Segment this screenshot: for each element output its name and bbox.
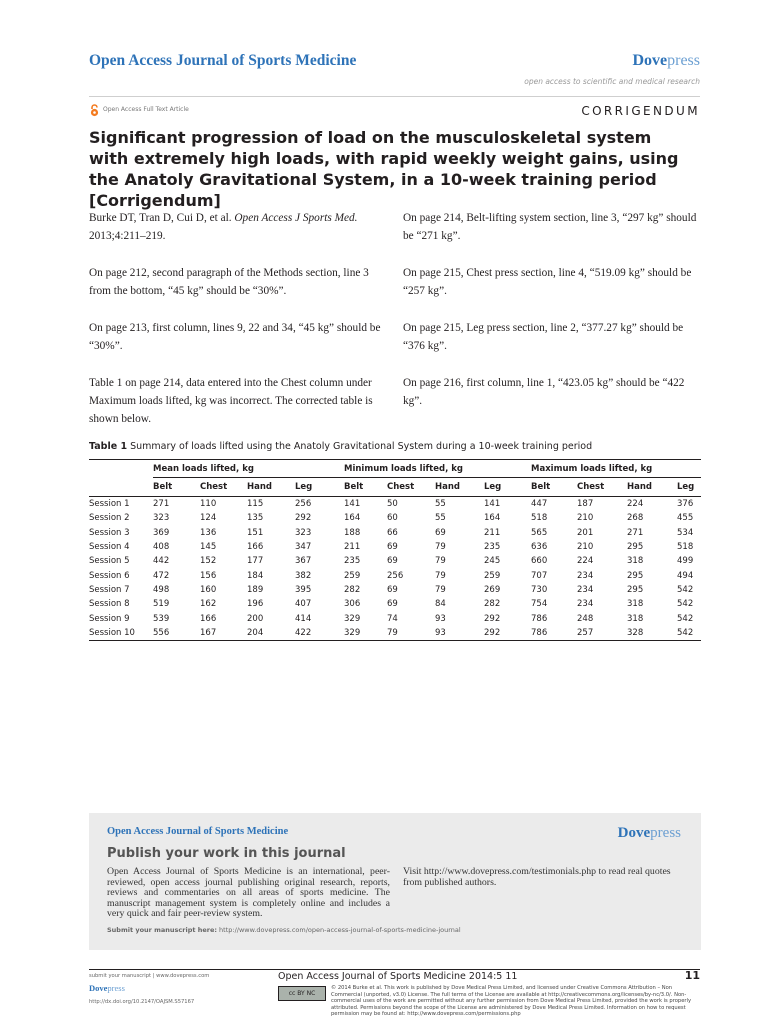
group-header-mean: Mean loads lifted, kg [153, 460, 344, 478]
table-cell: 271 [627, 527, 644, 538]
table-cell: 248 [577, 613, 594, 624]
open-access-lock-icon [89, 104, 100, 117]
table-cell: 256 [295, 499, 312, 510]
footer-journal-line: Open Access Journal of Sports Medicine 2014:5 11 [278, 971, 518, 982]
table-cell: 306 [344, 599, 361, 610]
row-label: Session 2 [89, 513, 130, 524]
row-label: Session 8 [89, 599, 130, 610]
table-cell: 145 [200, 542, 217, 553]
correction-paragraph: On page 213, first column, lines 9, 22 and 34, “45 kg” should be “30%”. [89, 322, 381, 352]
table-cell: 79 [435, 584, 446, 595]
table-cell: 786 [531, 626, 577, 641]
table-corner [89, 460, 153, 478]
table-cell: 323 [295, 527, 312, 538]
table-cell: 295 [627, 584, 644, 595]
table-cell: 151 [247, 527, 264, 538]
table-cell: 160 [200, 584, 217, 595]
license-text: © 2014 Burke et al. This work is published by Dove Medical Press Limited, and licensed under Creative Commons Attribution – Non Commercial (unported, v3.0) License. The full terms of the License are available at http://creativecommons.org/licenses/by-nc/3.0/. Non-commercial uses of the work are permitted without any further permission from Dove Medical Press Limited, provided the work is properly attributed. Permissions beyond the scope of the License are administered by Dove Medical Press Limited. Information on how to request permission may be found at: http://www.dovepress.com/permissions.php [331, 985, 692, 1018]
correction-paragraph: On page 214, Belt-lifting system section, line 3, “297 kg” should be “271 kg”. [403, 212, 697, 242]
table-cell: 189 [247, 584, 264, 595]
group-header-minimum: Minimum loads lifted, kg [344, 460, 531, 478]
table-cell: 292 [484, 613, 501, 624]
promo-submit-line[interactable] [107, 926, 461, 934]
table-cell: 69 [435, 527, 446, 538]
promo-journal-title[interactable]: Open Access Journal of Sports Medicine [107, 826, 289, 837]
footer-publisher-light: press [107, 983, 125, 993]
table-cell: 499 [677, 556, 694, 567]
table-body [89, 497, 701, 641]
table-cell: 636 [531, 542, 548, 553]
citation-details: 2013;4:211–219. [89, 230, 166, 242]
column-header-chest: Chest [387, 478, 435, 497]
column-header-hand: Hand [435, 478, 484, 497]
table-cell: 542 [677, 599, 694, 610]
table-cell: 414 [295, 613, 312, 624]
table-caption-label: Table 1 [89, 441, 128, 452]
table-cell: 84 [435, 599, 446, 610]
column-header-belt: Belt [153, 478, 200, 497]
table-row [89, 611, 701, 625]
promo-testimonials-link[interactable]: Visit http://www.dovepress.com/testimonials.php to read real quotes from published authors. [403, 866, 671, 888]
table-cell: 282 [484, 599, 501, 610]
table-cell: 210 [577, 513, 594, 524]
row-label: Session 10 [89, 626, 153, 641]
correction-paragraph: On page 215, Chest press section, line 4, “519.09 kg” should be “257 kg”. [403, 267, 692, 297]
table-caption [89, 441, 592, 452]
table-cell: 162 [200, 599, 217, 610]
table-cell: 455 [677, 513, 694, 524]
publisher-logo[interactable] [632, 52, 700, 70]
column-header-hand: Hand [627, 478, 677, 497]
column-header-chest: Chest [200, 478, 247, 497]
table-cell: 256 [387, 570, 404, 581]
loads-table [89, 459, 701, 641]
footer-submit-link[interactable]: submit your manuscript | www.dovepress.com [89, 973, 210, 979]
journal-promo-box [89, 813, 701, 950]
table-row [89, 583, 701, 597]
right-column [403, 209, 701, 429]
table-cell: 382 [295, 570, 312, 581]
table-cell: 422 [295, 626, 344, 641]
table-cell: 55 [435, 499, 446, 510]
table-cell: 271 [153, 499, 170, 510]
column-header-chest: Chest [577, 478, 627, 497]
table-cell: 318 [627, 613, 644, 624]
correction-paragraph: On page 216, first column, line 1, “423.05 kg” should be “422 kg”. [403, 377, 685, 407]
table-cell: 245 [484, 556, 501, 567]
table-corner [89, 478, 153, 497]
row-label: Session 3 [89, 527, 130, 538]
row-label: Session 5 [89, 556, 130, 567]
publisher-tagline: open access to scientific and medical research [524, 77, 700, 86]
column-header-leg: Leg [484, 478, 531, 497]
correction-paragraph: On page 215, Leg press section, line 2, “377.27 kg” should be “376 kg”. [403, 322, 684, 352]
table-row [89, 568, 701, 582]
row-label: Session 7 [89, 584, 130, 595]
table-cell: 269 [484, 584, 501, 595]
table-cell: 494 [677, 570, 694, 581]
column-header-belt: Belt [344, 478, 387, 497]
table-cell: 235 [484, 542, 501, 553]
column-header-leg: Leg [677, 478, 701, 497]
footer-publisher-logo[interactable] [89, 983, 125, 993]
creative-commons-icon[interactable]: cc BY NC [278, 986, 326, 1001]
table-cell: 268 [627, 513, 644, 524]
header-divider [89, 96, 700, 97]
table-cell: 69 [387, 556, 398, 567]
table-cell: 211 [484, 527, 501, 538]
correction-paragraph: On page 212, second paragraph of the Methods section, line 3 from the bottom, “45 kg” should be “30%”. [89, 267, 369, 297]
table-cell: 166 [200, 613, 217, 624]
table-row [89, 511, 701, 525]
promo-body: Open Access Journal of Sports Medicine is an international, peer-reviewed, open access journal publishing original research, reports, reviews and commentaries on all areas of sports medicine. The manuscript management system is completely online and includes a very quick and fair peer-review system. [107, 866, 390, 919]
group-header-maximum: Maximum loads lifted, kg [531, 460, 701, 478]
table-cell: 257 [577, 626, 627, 641]
table-cell: 235 [344, 556, 361, 567]
table-cell: 152 [200, 556, 217, 567]
citation-authors: Burke DT, Tran D, Cui D, et al. [89, 212, 235, 224]
row-label: Session 6 [89, 570, 130, 581]
table-cell: 74 [387, 613, 398, 624]
table-row [89, 526, 701, 540]
table-cell: 259 [344, 570, 361, 581]
table-cell: 55 [435, 513, 446, 524]
table-cell: 79 [435, 556, 446, 567]
table-cell: 518 [677, 542, 694, 553]
column-header-leg: Leg [295, 478, 344, 497]
correction-paragraph: Table 1 on page 214, data entered into the Chest column under Maximum loads lifted, kg was incorrect. The corrected table is shown below. [89, 377, 373, 425]
table-cell: 196 [247, 599, 264, 610]
table-cell: 135 [247, 513, 264, 524]
open-access-label: Open Access Full Text Article [103, 106, 189, 113]
table-cell: 166 [247, 542, 264, 553]
table-cell: 177 [247, 556, 264, 567]
table-cell: 79 [435, 542, 446, 553]
table-row [89, 540, 701, 554]
table-cell: 234 [577, 570, 594, 581]
table-cell: 156 [200, 570, 217, 581]
table-cell: 786 [531, 613, 548, 624]
table-cell: 188 [344, 527, 361, 538]
table-cell: 224 [577, 556, 594, 567]
table-cell: 167 [200, 626, 247, 641]
table-cell: 408 [153, 542, 170, 553]
table-cell: 79 [387, 626, 435, 641]
table-cell: 367 [295, 556, 312, 567]
table-cell: 211 [344, 542, 361, 553]
citation [89, 209, 386, 245]
table-cell: 210 [577, 542, 594, 553]
table-cell: 542 [677, 613, 694, 624]
table-cell: 292 [484, 626, 531, 641]
table-cell: 93 [435, 613, 446, 624]
table-cell: 295 [627, 542, 644, 553]
table-cell: 200 [247, 613, 264, 624]
table-cell: 184 [247, 570, 264, 581]
table-cell: 187 [577, 499, 594, 510]
table-cell: 329 [344, 613, 361, 624]
table-cell: 69 [387, 584, 398, 595]
table-cell: 442 [153, 556, 170, 567]
table-row [89, 597, 701, 611]
table-cell: 110 [200, 499, 217, 510]
table-cell: 295 [627, 570, 644, 581]
table-cell: 259 [484, 570, 501, 581]
table-cell: 754 [531, 599, 548, 610]
table-cell: 136 [200, 527, 217, 538]
table-cell: 534 [677, 527, 694, 538]
citation-journal: Open Access J Sports Med. [234, 212, 358, 224]
table-row [89, 554, 701, 568]
table-cell: 201 [577, 527, 594, 538]
table-cell: 282 [344, 584, 361, 595]
row-label: Session 1 [89, 499, 130, 510]
promo-submit-label: Submit your manuscript here: [107, 926, 217, 934]
table-cell: 660 [531, 556, 548, 567]
table-cell: 518 [531, 513, 548, 524]
table-cell: 329 [344, 626, 387, 641]
table-cell: 395 [295, 584, 312, 595]
table-cell: 93 [435, 626, 484, 641]
table-cell: 519 [153, 599, 170, 610]
footer-publisher-bold: Dove [89, 983, 108, 993]
row-label: Session 9 [89, 613, 130, 624]
table-cell: 141 [344, 499, 361, 510]
table-cell: 328 [627, 626, 677, 641]
left-column [89, 209, 386, 447]
table-caption-text: Summary of loads lifted using the Anatoly Gravitational System during a 10-week training period [127, 441, 593, 452]
promo-publisher-bold: Dove [617, 825, 651, 841]
table-cell: 542 [677, 626, 701, 641]
table-cell: 234 [577, 584, 594, 595]
table-cell: 498 [153, 584, 170, 595]
table-cell: 539 [153, 613, 170, 624]
table-cell: 164 [344, 513, 361, 524]
table-cell: 115 [247, 499, 264, 510]
journal-title: Open Access Journal of Sports Medicine [89, 52, 357, 69]
page-number: 11 [684, 969, 700, 982]
promo-publisher-logo[interactable] [618, 825, 681, 842]
table-cell: 234 [577, 599, 594, 610]
table-cell: 292 [295, 513, 312, 524]
column-header-hand: Hand [247, 478, 295, 497]
table-cell: 447 [531, 499, 548, 510]
footer-divider [89, 969, 700, 970]
promo-heading: Publish your work in this journal [107, 846, 346, 861]
table-cell: 141 [484, 499, 501, 510]
table-cell: 318 [627, 599, 644, 610]
table-cell: 323 [153, 513, 170, 524]
table-cell: 69 [387, 599, 398, 610]
table-cell: 79 [435, 570, 446, 581]
table-cell: 376 [677, 499, 694, 510]
table-cell: 69 [387, 542, 398, 553]
article-type: CORRIGENDUM [581, 104, 700, 118]
table-cell: 730 [531, 584, 548, 595]
article-title: Significant progression of load on the musculoskeletal system with extremely high loads, with rapid weekly weight gains, using the Anatoly Gravitational System, in a 10-week training period [Corrigendum] [89, 128, 679, 210]
footer-doi-link[interactable]: http://dx.doi.org/10.2147/OAJSM.S57167 [89, 999, 195, 1005]
table-cell: 60 [387, 513, 398, 524]
table-cell: 347 [295, 542, 312, 553]
table-cell: 66 [387, 527, 398, 538]
table-row [89, 497, 701, 512]
table-cell: 318 [627, 556, 644, 567]
table-cell: 50 [387, 499, 398, 510]
promo-submit-url[interactable]: http://www.dovepress.com/open-access-journal-of-sports-medicine-journal [216, 926, 461, 934]
table-cell: 556 [153, 626, 200, 641]
table-cell: 542 [677, 584, 694, 595]
table-cell: 224 [627, 499, 644, 510]
promo-publisher-light: press [650, 825, 681, 841]
table-cell: 369 [153, 527, 170, 538]
table-cell: 565 [531, 527, 548, 538]
table-cell: 707 [531, 570, 548, 581]
table-cell: 407 [295, 599, 312, 610]
table-cell: 124 [200, 513, 217, 524]
column-header-belt: Belt [531, 478, 577, 497]
row-label: Session 4 [89, 542, 130, 553]
publisher-logo-light: press [667, 52, 700, 69]
table-cell: 472 [153, 570, 170, 581]
publisher-logo-bold: Dove [632, 52, 668, 69]
table-cell: 164 [484, 513, 501, 524]
table-row [89, 626, 701, 641]
table-cell: 204 [247, 626, 295, 641]
